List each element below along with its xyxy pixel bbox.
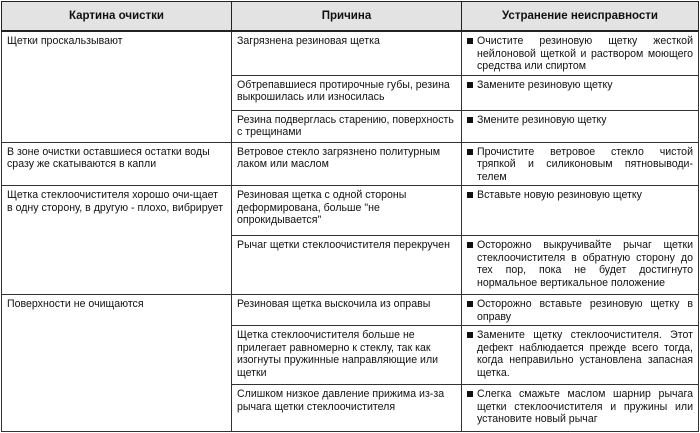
fix-cell [462, 385, 699, 432]
symptom-cell: Щетка стеклоочистителя хорошо очи-щает в одну сторону, в другую - плохо, вибрирует [2, 186, 232, 295]
table-row [2, 186, 699, 236]
cause-text: Щетка стеклоочистителя больше не прилегает равномерно к стеклу, так как изогнуты пружинные направляющие или щетки [237, 329, 439, 379]
cause-text: Резиновая щетка с одной стороны деформирована, больше "не опрокидывается" [237, 189, 407, 226]
fix-cell [462, 236, 699, 295]
cause-text: Слишком низкое давление прижима из-за рычага щетки стеклоочистителя [237, 388, 445, 413]
header-fix: Устранение неисправности [462, 2, 699, 32]
fix-cell [462, 110, 699, 142]
fix-cell [462, 75, 699, 110]
fix-text: Замените щетку стеклоочистителя. Этот дефект наблюдается прежде всего тогда, когда неправильно установлена запасная щетка. [477, 329, 693, 379]
header-symptom: Картина очистки [2, 2, 232, 32]
troubleshooting-table [1, 1, 699, 432]
table-row [2, 142, 699, 186]
cause-text: Резина подверглась старению, поверхность с трещинами [237, 113, 454, 138]
cause-cell [232, 110, 462, 142]
fix-text: Очистите резиновую щетку жесткой нейлоновой щеткой и раствором моющего средства или спиртом [477, 35, 693, 72]
bullet-icon [467, 391, 473, 397]
fix-cell [462, 142, 699, 186]
fix-text: Вставьте новую резиновую щетку [477, 189, 642, 201]
bullet-icon [467, 242, 473, 248]
fix-text: Змените резиновую щетку [477, 113, 607, 126]
cause-cell [232, 326, 462, 385]
fix-text: Осторожно выкручивайте рычаг щетки стеклоочистителя в обратную сторону до тех пор, пока не будет достигнуто нормальное вертикальное положение [477, 239, 693, 289]
cause-cell [232, 31, 462, 75]
cause-cell [232, 236, 462, 295]
cause-cell [232, 75, 462, 110]
table-row [2, 295, 699, 326]
cause-text: Резиновая щетка выскочила из оправы [237, 298, 431, 310]
cause-cell [232, 186, 462, 236]
bullet-icon [467, 149, 473, 155]
bullet-icon [467, 82, 473, 88]
cause-text: Ветровое стекло загрязнено политурным лаком или маслом [237, 145, 440, 170]
fix-text: Прочистите ветровое стекло чистой тряпкой и силиконовым пятновыводи-телем [477, 145, 693, 183]
table-row [2, 31, 699, 75]
fix-text: Слегка смажьте маслом шарнир рычага щетки стеклоочистителя и пружины или установите новый рычаг [477, 388, 693, 425]
header-row [2, 2, 699, 32]
symptom-cell: В зоне очистки оставшиеся остатки воды сразу же скатываются в капли [2, 142, 232, 186]
bullet-icon [467, 117, 473, 123]
fix-text: Осторожно вставьте резиновую щетку в оправу [477, 298, 693, 323]
symptom-cell: Поверхности не очищаются [2, 295, 232, 432]
cause-text: Обтрепавшиеся протирочные губы, резина выкрошилась или износилась [237, 78, 450, 103]
cause-text: Рычаг щетки стеклоочистителя перекручен [237, 239, 450, 251]
cause-cell [232, 142, 462, 186]
cause-cell [232, 295, 462, 326]
bullet-icon [467, 332, 473, 338]
bullet-icon [467, 192, 473, 198]
troubleshooting-table-container [0, 1, 700, 433]
header-cause: Причина [232, 2, 462, 32]
symptom-cell: Щетки проскальзывают [2, 31, 232, 142]
fix-cell [462, 186, 699, 236]
fix-cell [462, 326, 699, 385]
cause-cell [232, 385, 462, 432]
bullet-icon [467, 38, 473, 44]
cause-text: Загрязнена резиновая щетка [237, 35, 380, 47]
bullet-icon [467, 301, 473, 307]
fix-text: Замените резиновую щетку [477, 78, 613, 91]
fix-cell [462, 295, 699, 326]
fix-cell [462, 31, 699, 75]
